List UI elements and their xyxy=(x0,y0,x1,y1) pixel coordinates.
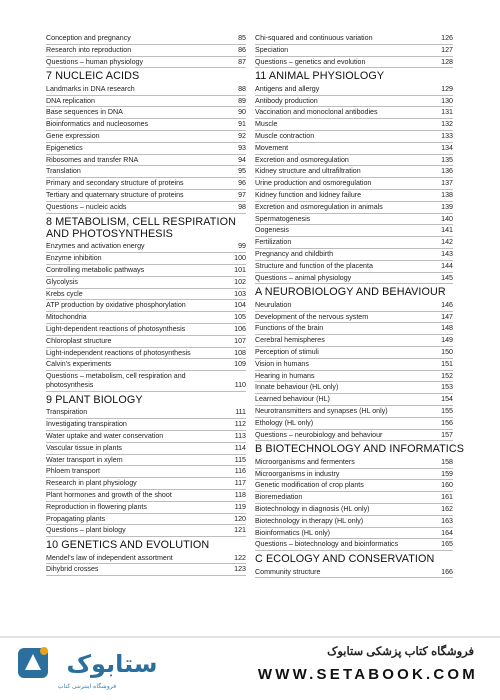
toc-right-column xyxy=(255,33,465,578)
toc-entry-title: Investigating transpiration xyxy=(46,420,127,429)
toc-entry-page: 95 xyxy=(238,167,246,176)
toc-entry-title: Questions – biotechnology and bioinformatics xyxy=(255,540,399,549)
toc-entry[interactable] xyxy=(255,166,453,178)
toc-entry-page: 153 xyxy=(441,383,453,392)
toc-entry[interactable] xyxy=(46,84,246,96)
toc-entry[interactable] xyxy=(46,107,246,119)
toc-entry-title: Oogenesis xyxy=(255,226,289,235)
toc-entry-title: Fertilization xyxy=(255,238,292,247)
toc-entry-page: 164 xyxy=(441,528,453,537)
toc-entry-title: Dihybrid crosses xyxy=(46,565,99,574)
toc-entry-page: 142 xyxy=(441,238,453,247)
toc-entry-page: 165 xyxy=(441,540,453,549)
footer-divider xyxy=(0,636,500,638)
toc-entry-title: Functions of the brain xyxy=(255,324,324,333)
toc-entry-title: Biotechnology in therapy (HL only) xyxy=(255,516,364,525)
toc-entry-page: 96 xyxy=(238,179,246,188)
toc-entry-page: 122 xyxy=(234,553,246,562)
toc-entry-title: Questions – human physiology xyxy=(46,57,144,66)
toc-entry[interactable] xyxy=(46,190,246,202)
toc-entry-page: 106 xyxy=(234,324,246,333)
toc-entry-page: 130 xyxy=(441,96,453,105)
toc-entry-title: Krebs cycle xyxy=(46,289,83,298)
toc-entry-page: 157 xyxy=(441,430,453,439)
toc-entry-title: Questions – neurobiology and behaviour xyxy=(255,430,383,439)
toc-left-column xyxy=(46,33,246,576)
section-heading-line: 8 METABOLISM, CELL RESPIRATION xyxy=(46,215,236,228)
toc-entry-page: 114 xyxy=(234,443,246,452)
toc-entry-page: 107 xyxy=(234,336,246,345)
toc-entry[interactable] xyxy=(46,45,246,57)
toc-entry-page: 115 xyxy=(234,455,246,464)
toc-entry[interactable] xyxy=(255,143,453,155)
toc-entry-page: 152 xyxy=(441,371,453,380)
toc-entry-page: 86 xyxy=(238,45,246,54)
toc-entry-page: 154 xyxy=(441,395,453,404)
toc-entry[interactable] xyxy=(255,45,453,57)
toc-entry[interactable] xyxy=(255,359,453,371)
toc-entry-title: Hearing in humans xyxy=(255,371,315,380)
toc-entry-page: 166 xyxy=(441,567,453,576)
toc-entry-title: Vascular tissue in plants xyxy=(46,443,122,452)
publisher-footer xyxy=(0,636,500,700)
toc-entry-title: Movement xyxy=(255,143,289,152)
toc-entry-title: Glycolysis xyxy=(46,277,78,286)
toc-entry-title: Calvin's experiments xyxy=(46,360,112,369)
toc-entry-page: 132 xyxy=(441,120,453,129)
toc-entry-page: 158 xyxy=(441,457,453,466)
toc-entry[interactable] xyxy=(46,525,246,537)
toc-entry-page: 98 xyxy=(238,202,246,211)
toc-entry[interactable] xyxy=(255,57,453,69)
toc-entry-title: Chloroplast structure xyxy=(46,336,112,345)
toc-entry-title: Questions – nucleic acids xyxy=(46,202,127,211)
toc-entry[interactable] xyxy=(46,131,246,143)
toc-entry[interactable] xyxy=(255,406,453,418)
toc-entry-page: 137 xyxy=(441,179,453,188)
toc-entry-title: Bioremediation xyxy=(255,493,303,502)
toc-entry-page: 156 xyxy=(441,418,453,427)
toc-entry[interactable] xyxy=(255,190,453,202)
toc-entry-title: Reproduction in flowering plants xyxy=(46,502,147,511)
toc-entry-title: Enzyme inhibition xyxy=(46,254,102,263)
toc-entry[interactable] xyxy=(255,84,453,96)
toc-entry[interactable] xyxy=(46,166,246,178)
toc-entry[interactable] xyxy=(46,33,246,45)
section-heading: A NEUROBIOLOGY AND BEHAVIOUR xyxy=(255,286,446,299)
toc-entry-page: 151 xyxy=(441,359,453,368)
toc-entry-page: 147 xyxy=(441,312,453,321)
toc-entry-title: Muscle xyxy=(255,120,278,129)
toc-entry[interactable] xyxy=(46,119,246,131)
toc-entry-title: Ethology (HL only) xyxy=(255,418,314,427)
toc-entry[interactable] xyxy=(255,225,453,237)
toc-entry[interactable] xyxy=(255,249,453,261)
toc-entry-title: Tertiary and quaternary structure of proteins xyxy=(46,190,184,199)
toc-entry-page: 120 xyxy=(234,514,246,523)
toc-entry-page: 121 xyxy=(234,526,246,535)
setabook-logo[interactable] xyxy=(12,640,162,696)
toc-entry-page: 148 xyxy=(441,324,453,333)
toc-entry-page: 150 xyxy=(441,347,453,356)
toc-entry-page: 91 xyxy=(238,120,246,129)
toc-entry[interactable] xyxy=(255,567,453,579)
toc-entry[interactable] xyxy=(255,335,453,347)
toc-entry-page: 94 xyxy=(238,155,246,164)
toc-entry-title: Bioinformatics and nucleosomes xyxy=(46,120,149,129)
toc-entry-page: 140 xyxy=(441,214,453,223)
toc-entry[interactable] xyxy=(255,371,453,383)
toc-entry[interactable] xyxy=(255,516,453,528)
toc-entry[interactable] xyxy=(46,553,246,565)
toc-entry-page: 108 xyxy=(234,348,246,357)
toc-entry-title: DNA replication xyxy=(46,96,95,105)
toc-entry-title: Development of the nervous system xyxy=(255,312,369,321)
toc-entry-title: Neurulation xyxy=(255,300,292,309)
toc-entry-page: 111 xyxy=(235,408,246,417)
setabook-logo-icon xyxy=(12,640,162,684)
toc-entry[interactable] xyxy=(255,469,453,481)
toc-entry-page: 136 xyxy=(441,167,453,176)
toc-entry[interactable] xyxy=(255,237,453,249)
toc-entry-title: Base sequences in DNA xyxy=(46,108,123,117)
toc-entry[interactable] xyxy=(255,312,453,324)
toc-entry-title: Research into reproduction xyxy=(46,45,132,54)
toc-entry-title: Mitochondria xyxy=(46,313,87,322)
toc-entry-page: 109 xyxy=(234,360,246,369)
toc-entry-page: 135 xyxy=(441,155,453,164)
toc-entry-page: 123 xyxy=(234,565,246,574)
toc-entry[interactable] xyxy=(255,430,453,442)
toc-entry[interactable] xyxy=(255,504,453,516)
toc-entry-title: Neurotransmitters and synapses (HL only) xyxy=(255,406,388,415)
toc-entry[interactable] xyxy=(46,143,246,155)
toc-entry[interactable] xyxy=(46,57,246,69)
toc-entry-page: 85 xyxy=(238,34,246,42)
toc-entry[interactable] xyxy=(255,323,453,335)
toc-entry[interactable] xyxy=(255,273,453,285)
toc-entry-page: 103 xyxy=(234,289,246,298)
toc-entry-page: 101 xyxy=(234,265,246,274)
toc-entry[interactable] xyxy=(46,502,246,514)
toc-entry[interactable] xyxy=(255,107,453,119)
toc-entry[interactable] xyxy=(46,312,246,324)
toc-entry-page: 104 xyxy=(234,301,246,310)
section-heading: 10 GENETICS AND EVOLUTION xyxy=(46,539,210,552)
store-name: فروشگاه کتاب پزشکی ستابوک xyxy=(327,646,474,658)
section-heading: C ECOLOGY AND CONSERVATION xyxy=(255,553,435,566)
toc-entry[interactable] xyxy=(255,394,453,406)
toc-entry-page: 126 xyxy=(441,34,453,42)
toc-entry-title: Spermatogenesis xyxy=(255,214,311,223)
toc-entry-title: Landmarks in DNA research xyxy=(46,84,135,93)
toc-entry-title: Vaccination and monoclonal antibodies xyxy=(255,108,378,117)
toc-entry[interactable] xyxy=(255,300,453,312)
toc-entry[interactable] xyxy=(46,407,246,419)
toc-entry-title: Questions – genetics and evolution xyxy=(255,57,366,66)
toc-entry-page: 134 xyxy=(441,143,453,152)
toc-entry[interactable] xyxy=(46,564,246,576)
section-heading: B BIOTECHNOLOGY AND INFORMATICS xyxy=(255,443,465,456)
toc-entry[interactable] xyxy=(46,96,246,108)
toc-entry-page: 144 xyxy=(441,261,453,270)
toc-entry-page: 161 xyxy=(441,493,453,502)
toc-entry-page: 100 xyxy=(234,254,246,263)
toc-entry[interactable] xyxy=(255,96,453,108)
toc-entry-page: 112 xyxy=(234,420,246,429)
toc-entry[interactable] xyxy=(46,419,246,431)
toc-entry-title: Excretion and osmoregulation in animals xyxy=(255,202,383,211)
toc-entry-title: Water uptake and water conservation xyxy=(46,431,164,440)
toc-entry[interactable] xyxy=(46,478,246,490)
toc-entry-page: 162 xyxy=(441,504,453,513)
toc-entry-page: 88 xyxy=(238,84,246,93)
toc-entry-title: Urine production and osmoregulation xyxy=(255,179,372,188)
toc-entry-title: Excretion and osmoregulation xyxy=(255,155,349,164)
toc-entry-page: 97 xyxy=(238,190,246,199)
section-heading: 9 PLANT BIOLOGY xyxy=(46,393,143,406)
toc-entry-page: 149 xyxy=(441,336,453,345)
toc-entry-title: Transpiration xyxy=(46,408,88,417)
toc-entry-title: Kidney function and kidney failure xyxy=(255,190,362,199)
toc-entry-title: Translation xyxy=(46,167,81,176)
toc-entry[interactable] xyxy=(46,431,246,443)
toc-entry[interactable] xyxy=(255,480,453,492)
toc-entry-title: ATP production by oxidative phosphorylation xyxy=(46,301,186,310)
toc-entry-page: 163 xyxy=(441,516,453,525)
toc-entry[interactable] xyxy=(46,455,246,467)
logo-subtitle: فروشگاه اینترنتی کتاب xyxy=(57,683,117,690)
toc-entry-page: 90 xyxy=(238,108,246,117)
toc-entry[interactable] xyxy=(46,202,246,214)
toc-entry[interactable] xyxy=(46,490,246,502)
toc-entry-title: Research in plant physiology xyxy=(46,479,137,488)
toc-entry[interactable] xyxy=(255,261,453,273)
toc-entry-page: 99 xyxy=(238,242,246,251)
toc-entry[interactable] xyxy=(255,528,453,540)
toc-entry-page: 141 xyxy=(441,226,453,235)
toc-entry[interactable] xyxy=(255,418,453,430)
toc-entry-title: Gene expression xyxy=(46,131,100,140)
toc-entry[interactable] xyxy=(46,253,246,265)
toc-entry-page: 155 xyxy=(441,406,453,415)
toc-entry-title: Phloem transport xyxy=(46,467,101,476)
toc-entry-title: Muscle contraction xyxy=(255,131,315,140)
toc-entry-title: Epigenetics xyxy=(46,143,83,152)
toc-entry-title: Conception and pregnancy xyxy=(46,34,131,42)
toc-entry[interactable] xyxy=(46,514,246,526)
toc-entry-title: Microorganisms and fermenters xyxy=(255,457,355,466)
toc-entry-title: Controlling metabolic pathways xyxy=(46,265,145,274)
toc-entry-title: Light-independent reactions of photosynthesis xyxy=(46,348,191,357)
toc-entry[interactable] xyxy=(255,155,453,167)
toc-entry[interactable] xyxy=(255,119,453,131)
toc-entry-title: Primary and secondary structure of proteins xyxy=(46,179,184,188)
toc-entry-page: 138 xyxy=(441,190,453,199)
toc-entry-title: Questions – animal physiology xyxy=(255,273,352,282)
toc-entry-page: 128 xyxy=(441,57,453,66)
toc-entry-title: Light-dependent reactions of photosynthesis xyxy=(46,324,186,333)
section-heading xyxy=(46,214,246,242)
toc-entry-title: Pregnancy and childbirth xyxy=(255,249,334,258)
toc-entry-title: Learned behaviour (HL) xyxy=(255,395,330,404)
toc-entry-page: 110 xyxy=(234,381,246,390)
toc-entry[interactable] xyxy=(255,214,453,226)
toc-entry[interactable] xyxy=(255,347,453,359)
toc-entry-title: Vision in humans xyxy=(255,359,309,368)
toc-entry-title: Antibody production xyxy=(255,96,318,105)
toc-entry-page: 92 xyxy=(238,131,246,140)
section-heading-line: AND PHOTOSYNTHESIS xyxy=(46,227,173,240)
toc-entry-title: Cerebral hemispheres xyxy=(255,336,325,345)
toc-entry-page: 102 xyxy=(234,277,246,286)
toc-entry[interactable] xyxy=(255,202,453,214)
toc-entry-page: 133 xyxy=(441,131,453,140)
toc-entry-title: Structure and function of the placenta xyxy=(255,261,373,270)
toc-entry-page: 129 xyxy=(441,84,453,93)
toc-entry-title: Plant hormones and growth of the shoot xyxy=(46,490,172,499)
toc-entry[interactable] xyxy=(46,359,246,371)
toc-entry[interactable] xyxy=(46,155,246,167)
toc-entry[interactable] xyxy=(46,443,246,455)
toc-entry-page: 119 xyxy=(234,502,246,511)
toc-entry-page: 93 xyxy=(238,143,246,152)
store-url-link[interactable]: WWW.SETABOOK.COM xyxy=(257,666,478,683)
toc-entry-title: Genetic modification of crop plants xyxy=(255,481,364,490)
toc-entry[interactable] xyxy=(46,336,246,348)
toc-entry-title: Bioinformatics (HL only) xyxy=(255,528,331,537)
toc-entry-page: 131 xyxy=(441,108,453,117)
logo-wordmark: ستابوک xyxy=(66,650,158,678)
toc-entry-page: 143 xyxy=(441,249,453,258)
toc-entry-page: 145 xyxy=(441,273,453,282)
toc-entry-title: Chi-squared and continuous variation xyxy=(255,34,373,42)
toc-entry-title: Microorganisms in industry xyxy=(255,469,340,478)
section-heading: 7 NUCLEIC ACIDS xyxy=(46,70,140,83)
toc-entry-page: 146 xyxy=(441,300,453,309)
toc-entry-title: Ribosomes and transfer RNA xyxy=(46,155,139,164)
toc-entry-title: Perception of stimuli xyxy=(255,347,319,356)
toc-entry-page: 159 xyxy=(441,469,453,478)
toc-entry[interactable] xyxy=(46,289,246,301)
toc-entry[interactable] xyxy=(255,492,453,504)
toc-entry[interactable] xyxy=(255,539,453,551)
toc-entry[interactable] xyxy=(46,277,246,289)
toc-entry-title: Kidney structure and ultrafiltration xyxy=(255,167,361,176)
toc-entry[interactable] xyxy=(46,324,246,336)
toc-entry-page: 116 xyxy=(234,467,246,476)
toc-entry-title: Enzymes and activation energy xyxy=(46,242,145,251)
toc-entry[interactable] xyxy=(255,178,453,190)
toc-entry-title: Antigens and allergy xyxy=(255,84,320,93)
toc-entry[interactable] xyxy=(46,348,246,360)
toc-entry-page: 127 xyxy=(441,45,453,54)
toc-entry-page: 105 xyxy=(234,313,246,322)
toc-entry[interactable] xyxy=(46,371,246,392)
toc-entry-page: 139 xyxy=(441,202,453,211)
toc-entry-title: Water transport in xylem xyxy=(46,455,123,464)
toc-entry[interactable] xyxy=(46,178,246,190)
section-heading: 11 ANIMAL PHYSIOLOGY xyxy=(255,70,385,83)
toc-entry[interactable] xyxy=(255,457,453,469)
toc-entry-title: Biotechnology in diagnosis (HL only) xyxy=(255,504,370,513)
toc-entry-title: Questions – plant biology xyxy=(46,526,126,535)
toc-entry-title: Questions – metabolism, cell respiration and photosynthesis xyxy=(46,372,186,390)
toc-entry-title: Mendel's law of independent assortment xyxy=(46,553,173,562)
toc-entry-title: Propagating plants xyxy=(46,514,106,523)
toc-entry[interactable] xyxy=(46,241,246,253)
toc-entry[interactable] xyxy=(46,466,246,478)
toc-entry-page: 117 xyxy=(234,479,246,488)
toc-entry-title: Innate behaviour (HL only) xyxy=(255,383,339,392)
toc-entry-page: 113 xyxy=(234,431,246,440)
toc-entry-page: 87 xyxy=(238,57,246,66)
toc-entry[interactable] xyxy=(255,33,453,45)
toc-entry-title: Speciation xyxy=(255,45,289,54)
toc-entry-page: 89 xyxy=(238,96,246,105)
toc-entry-page: 118 xyxy=(234,490,246,499)
toc-entry[interactable] xyxy=(46,265,246,277)
toc-entry-title: Community structure xyxy=(255,567,321,576)
toc-entry-page: 160 xyxy=(441,481,453,490)
toc-entry[interactable] xyxy=(255,131,453,143)
toc-entry[interactable] xyxy=(46,300,246,312)
toc-entry[interactable] xyxy=(255,382,453,394)
